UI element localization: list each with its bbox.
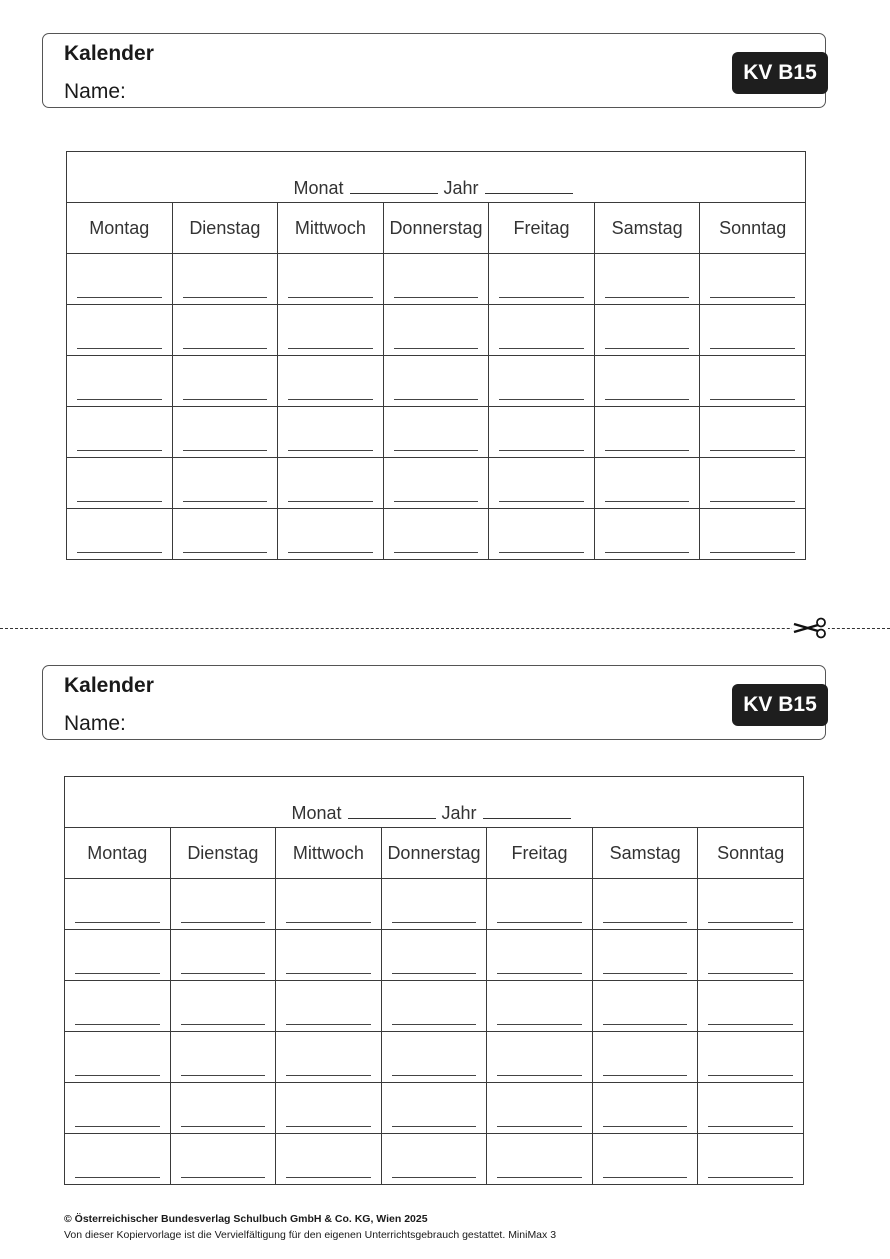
write-line xyxy=(394,399,479,400)
day-cell[interactable] xyxy=(278,254,384,305)
write-line xyxy=(603,1075,688,1076)
day-header: Dienstag xyxy=(172,203,278,254)
write-line xyxy=(605,450,690,451)
week-row xyxy=(65,1083,804,1134)
day-cell[interactable] xyxy=(170,981,276,1032)
day-cell[interactable] xyxy=(487,879,593,930)
day-cell[interactable] xyxy=(383,356,489,407)
day-cell[interactable] xyxy=(592,981,698,1032)
write-line xyxy=(288,501,373,502)
day-cell[interactable] xyxy=(700,458,806,509)
day-header: Freitag xyxy=(489,203,595,254)
write-line xyxy=(710,297,795,298)
write-line xyxy=(708,1075,793,1076)
day-cell[interactable] xyxy=(170,1083,276,1134)
write-line xyxy=(286,1024,371,1025)
write-line xyxy=(605,501,690,502)
write-line xyxy=(394,348,479,349)
day-cell[interactable] xyxy=(172,356,278,407)
day-cell[interactable] xyxy=(172,458,278,509)
write-line xyxy=(710,399,795,400)
day-cell[interactable] xyxy=(67,509,173,560)
month-label: Monat xyxy=(293,178,344,198)
scissors-icon xyxy=(792,616,828,640)
day-cell[interactable] xyxy=(278,407,384,458)
kv-badge: KV B15 xyxy=(732,52,828,94)
week-row xyxy=(67,458,806,509)
sheet-title: Kalender xyxy=(64,674,154,697)
year-label: Jahr xyxy=(441,803,477,823)
write-line xyxy=(183,348,268,349)
week-row xyxy=(67,305,806,356)
day-cell[interactable] xyxy=(592,930,698,981)
day-cell[interactable] xyxy=(487,930,593,981)
write-line xyxy=(77,348,162,349)
day-cell[interactable] xyxy=(700,356,806,407)
day-cell[interactable] xyxy=(592,1134,698,1185)
day-cell[interactable] xyxy=(487,1032,593,1083)
day-cell[interactable] xyxy=(698,981,804,1032)
day-cell[interactable] xyxy=(594,458,700,509)
write-line xyxy=(75,1024,160,1025)
year-label: Jahr xyxy=(443,178,479,198)
day-cell[interactable] xyxy=(698,1134,804,1185)
week-row xyxy=(67,407,806,458)
write-line xyxy=(499,399,584,400)
write-line xyxy=(286,922,371,923)
day-cell[interactable] xyxy=(278,356,384,407)
write-line xyxy=(497,922,582,923)
day-cell[interactable] xyxy=(700,509,806,560)
write-line xyxy=(288,399,373,400)
day-header: Dienstag xyxy=(170,828,276,879)
day-header: Donnerstag xyxy=(383,203,489,254)
write-line xyxy=(499,297,584,298)
month-year-row xyxy=(67,152,806,203)
day-header: Mittwoch xyxy=(276,828,382,879)
day-cell[interactable] xyxy=(65,981,171,1032)
day-cell[interactable] xyxy=(276,1134,382,1185)
write-line xyxy=(603,1024,688,1025)
write-line xyxy=(603,1177,688,1178)
day-cell[interactable] xyxy=(700,305,806,356)
write-line xyxy=(605,552,690,553)
day-cell[interactable] xyxy=(65,879,171,930)
day-cell[interactable] xyxy=(700,254,806,305)
day-header: Donnerstag xyxy=(381,828,487,879)
write-line xyxy=(708,1024,793,1025)
day-cell[interactable] xyxy=(383,305,489,356)
day-cell[interactable] xyxy=(276,879,382,930)
name-label: Name: xyxy=(64,80,126,103)
day-cell[interactable] xyxy=(594,509,700,560)
day-cell[interactable] xyxy=(698,930,804,981)
day-header: Samstag xyxy=(594,203,700,254)
week-row xyxy=(67,509,806,560)
write-line xyxy=(77,552,162,553)
day-cell[interactable] xyxy=(67,458,173,509)
month-year-row xyxy=(65,777,804,828)
license-note: Von dieser Kopiervorlage ist die Vervielfältigung für den eigenen Unterrichtsgebrauch gestattet. MiniMax 3 xyxy=(64,1229,557,1241)
write-line xyxy=(708,973,793,974)
header-box-2 xyxy=(42,665,826,740)
write-line xyxy=(181,1024,266,1025)
day-cell[interactable] xyxy=(278,458,384,509)
day-cell[interactable] xyxy=(65,930,171,981)
write-line xyxy=(181,1177,266,1178)
write-line xyxy=(288,348,373,349)
day-cell[interactable] xyxy=(278,509,384,560)
day-cell[interactable] xyxy=(592,879,698,930)
write-line xyxy=(708,922,793,923)
day-cell[interactable] xyxy=(487,1134,593,1185)
day-cell[interactable] xyxy=(592,1083,698,1134)
day-cell[interactable] xyxy=(698,879,804,930)
sheet-title: Kalender xyxy=(64,42,154,65)
write-line xyxy=(605,399,690,400)
day-cell[interactable] xyxy=(594,407,700,458)
write-line xyxy=(288,552,373,553)
day-cell[interactable] xyxy=(170,879,276,930)
day-cell[interactable] xyxy=(698,1083,804,1134)
name-label: Name: xyxy=(64,712,126,735)
write-line xyxy=(605,348,690,349)
day-cell[interactable] xyxy=(65,1083,171,1134)
write-line xyxy=(392,1126,477,1127)
write-line xyxy=(75,922,160,923)
day-cell[interactable] xyxy=(698,1032,804,1083)
write-line xyxy=(603,973,688,974)
write-line xyxy=(183,450,268,451)
write-line xyxy=(181,922,266,923)
write-line xyxy=(499,348,584,349)
write-line xyxy=(183,399,268,400)
day-cell[interactable] xyxy=(594,305,700,356)
write-line xyxy=(288,450,373,451)
week-row xyxy=(65,1032,804,1083)
weekday-header-row xyxy=(67,203,806,254)
day-cell[interactable] xyxy=(489,458,595,509)
write-line xyxy=(75,973,160,974)
day-cell[interactable] xyxy=(170,1032,276,1083)
day-cell[interactable] xyxy=(65,1032,171,1083)
day-cell[interactable] xyxy=(487,1083,593,1134)
day-cell[interactable] xyxy=(172,305,278,356)
week-row xyxy=(65,879,804,930)
day-cell[interactable] xyxy=(383,407,489,458)
write-line xyxy=(183,501,268,502)
day-cell[interactable] xyxy=(489,254,595,305)
day-cell[interactable] xyxy=(489,407,595,458)
day-cell[interactable] xyxy=(67,356,173,407)
write-line xyxy=(710,348,795,349)
write-line xyxy=(708,1177,793,1178)
write-line xyxy=(394,552,479,553)
write-line xyxy=(394,297,479,298)
write-line xyxy=(75,1126,160,1127)
write-line xyxy=(75,1177,160,1178)
day-cell[interactable] xyxy=(592,1032,698,1083)
day-cell[interactable] xyxy=(276,1083,382,1134)
write-line xyxy=(286,1126,371,1127)
footer xyxy=(64,1211,556,1243)
day-cell[interactable] xyxy=(700,407,806,458)
write-line xyxy=(286,973,371,974)
year-blank[interactable] xyxy=(483,817,571,819)
write-line xyxy=(394,450,479,451)
write-line xyxy=(77,501,162,502)
day-cell[interactable] xyxy=(276,1032,382,1083)
day-cell[interactable] xyxy=(381,1083,487,1134)
write-line xyxy=(75,1075,160,1076)
day-header: Freitag xyxy=(487,828,593,879)
weekday-header-row xyxy=(65,828,804,879)
write-line xyxy=(710,450,795,451)
day-cell[interactable] xyxy=(172,254,278,305)
day-header: Mittwoch xyxy=(278,203,384,254)
kv-badge: KV B15 xyxy=(732,684,828,726)
write-line xyxy=(181,1126,266,1127)
write-line xyxy=(499,552,584,553)
write-line xyxy=(499,501,584,502)
week-row xyxy=(65,1134,804,1185)
write-line xyxy=(181,1075,266,1076)
day-cell[interactable] xyxy=(67,407,173,458)
write-line xyxy=(499,450,584,451)
day-cell[interactable] xyxy=(381,981,487,1032)
year-blank[interactable] xyxy=(485,192,573,194)
calendar-table-2 xyxy=(64,776,804,1185)
write-line xyxy=(710,552,795,553)
write-line xyxy=(497,1075,582,1076)
day-cell[interactable] xyxy=(276,930,382,981)
write-line xyxy=(183,297,268,298)
write-line xyxy=(392,973,477,974)
day-header: Sonntag xyxy=(698,828,804,879)
day-cell[interactable] xyxy=(276,981,382,1032)
week-rows-1 xyxy=(67,254,806,560)
write-line xyxy=(77,297,162,298)
day-cell[interactable] xyxy=(381,930,487,981)
write-line xyxy=(603,1126,688,1127)
copyright-text: © Österreichischer Bundesverlag Schulbuch GmbH & Co. KG, Wien 2025 xyxy=(64,1213,428,1225)
day-cell[interactable] xyxy=(489,305,595,356)
write-line xyxy=(497,973,582,974)
day-header: Montag xyxy=(67,203,173,254)
write-line xyxy=(286,1075,371,1076)
write-line xyxy=(181,973,266,974)
write-line xyxy=(497,1126,582,1127)
day-cell[interactable] xyxy=(170,1134,276,1185)
write-line xyxy=(497,1024,582,1025)
day-cell[interactable] xyxy=(172,509,278,560)
day-cell[interactable] xyxy=(278,305,384,356)
day-header: Sonntag xyxy=(700,203,806,254)
day-cell[interactable] xyxy=(381,879,487,930)
write-line xyxy=(288,297,373,298)
day-cell[interactable] xyxy=(487,981,593,1032)
write-line xyxy=(605,297,690,298)
day-cell[interactable] xyxy=(67,254,173,305)
write-line xyxy=(392,1075,477,1076)
week-row xyxy=(67,254,806,305)
write-line xyxy=(603,922,688,923)
day-cell[interactable] xyxy=(383,509,489,560)
month-blank[interactable] xyxy=(350,192,438,194)
day-header: Montag xyxy=(65,828,171,879)
calendar-table-1 xyxy=(66,151,806,560)
month-blank[interactable] xyxy=(348,817,436,819)
write-line xyxy=(77,399,162,400)
day-cell[interactable] xyxy=(489,509,595,560)
day-cell[interactable] xyxy=(172,407,278,458)
week-row xyxy=(67,356,806,407)
write-line xyxy=(392,1177,477,1178)
write-line xyxy=(708,1126,793,1127)
day-cell[interactable] xyxy=(65,1134,171,1185)
write-line xyxy=(394,501,479,502)
day-cell[interactable] xyxy=(381,1032,487,1083)
month-label: Monat xyxy=(291,803,342,823)
write-line xyxy=(286,1177,371,1178)
week-row xyxy=(65,981,804,1032)
write-line xyxy=(392,1024,477,1025)
write-line xyxy=(183,552,268,553)
day-cell[interactable] xyxy=(489,356,595,407)
day-cell[interactable] xyxy=(381,1134,487,1185)
day-cell[interactable] xyxy=(383,458,489,509)
day-cell[interactable] xyxy=(170,930,276,981)
header-box-1 xyxy=(42,33,826,108)
week-rows-2 xyxy=(65,879,804,1185)
day-cell[interactable] xyxy=(67,305,173,356)
week-row xyxy=(65,930,804,981)
write-line xyxy=(392,922,477,923)
write-line xyxy=(77,450,162,451)
day-cell[interactable] xyxy=(594,356,700,407)
write-line xyxy=(710,501,795,502)
day-cell[interactable] xyxy=(594,254,700,305)
day-header: Samstag xyxy=(592,828,698,879)
write-line xyxy=(497,1177,582,1178)
day-cell[interactable] xyxy=(383,254,489,305)
cut-line xyxy=(0,628,890,629)
